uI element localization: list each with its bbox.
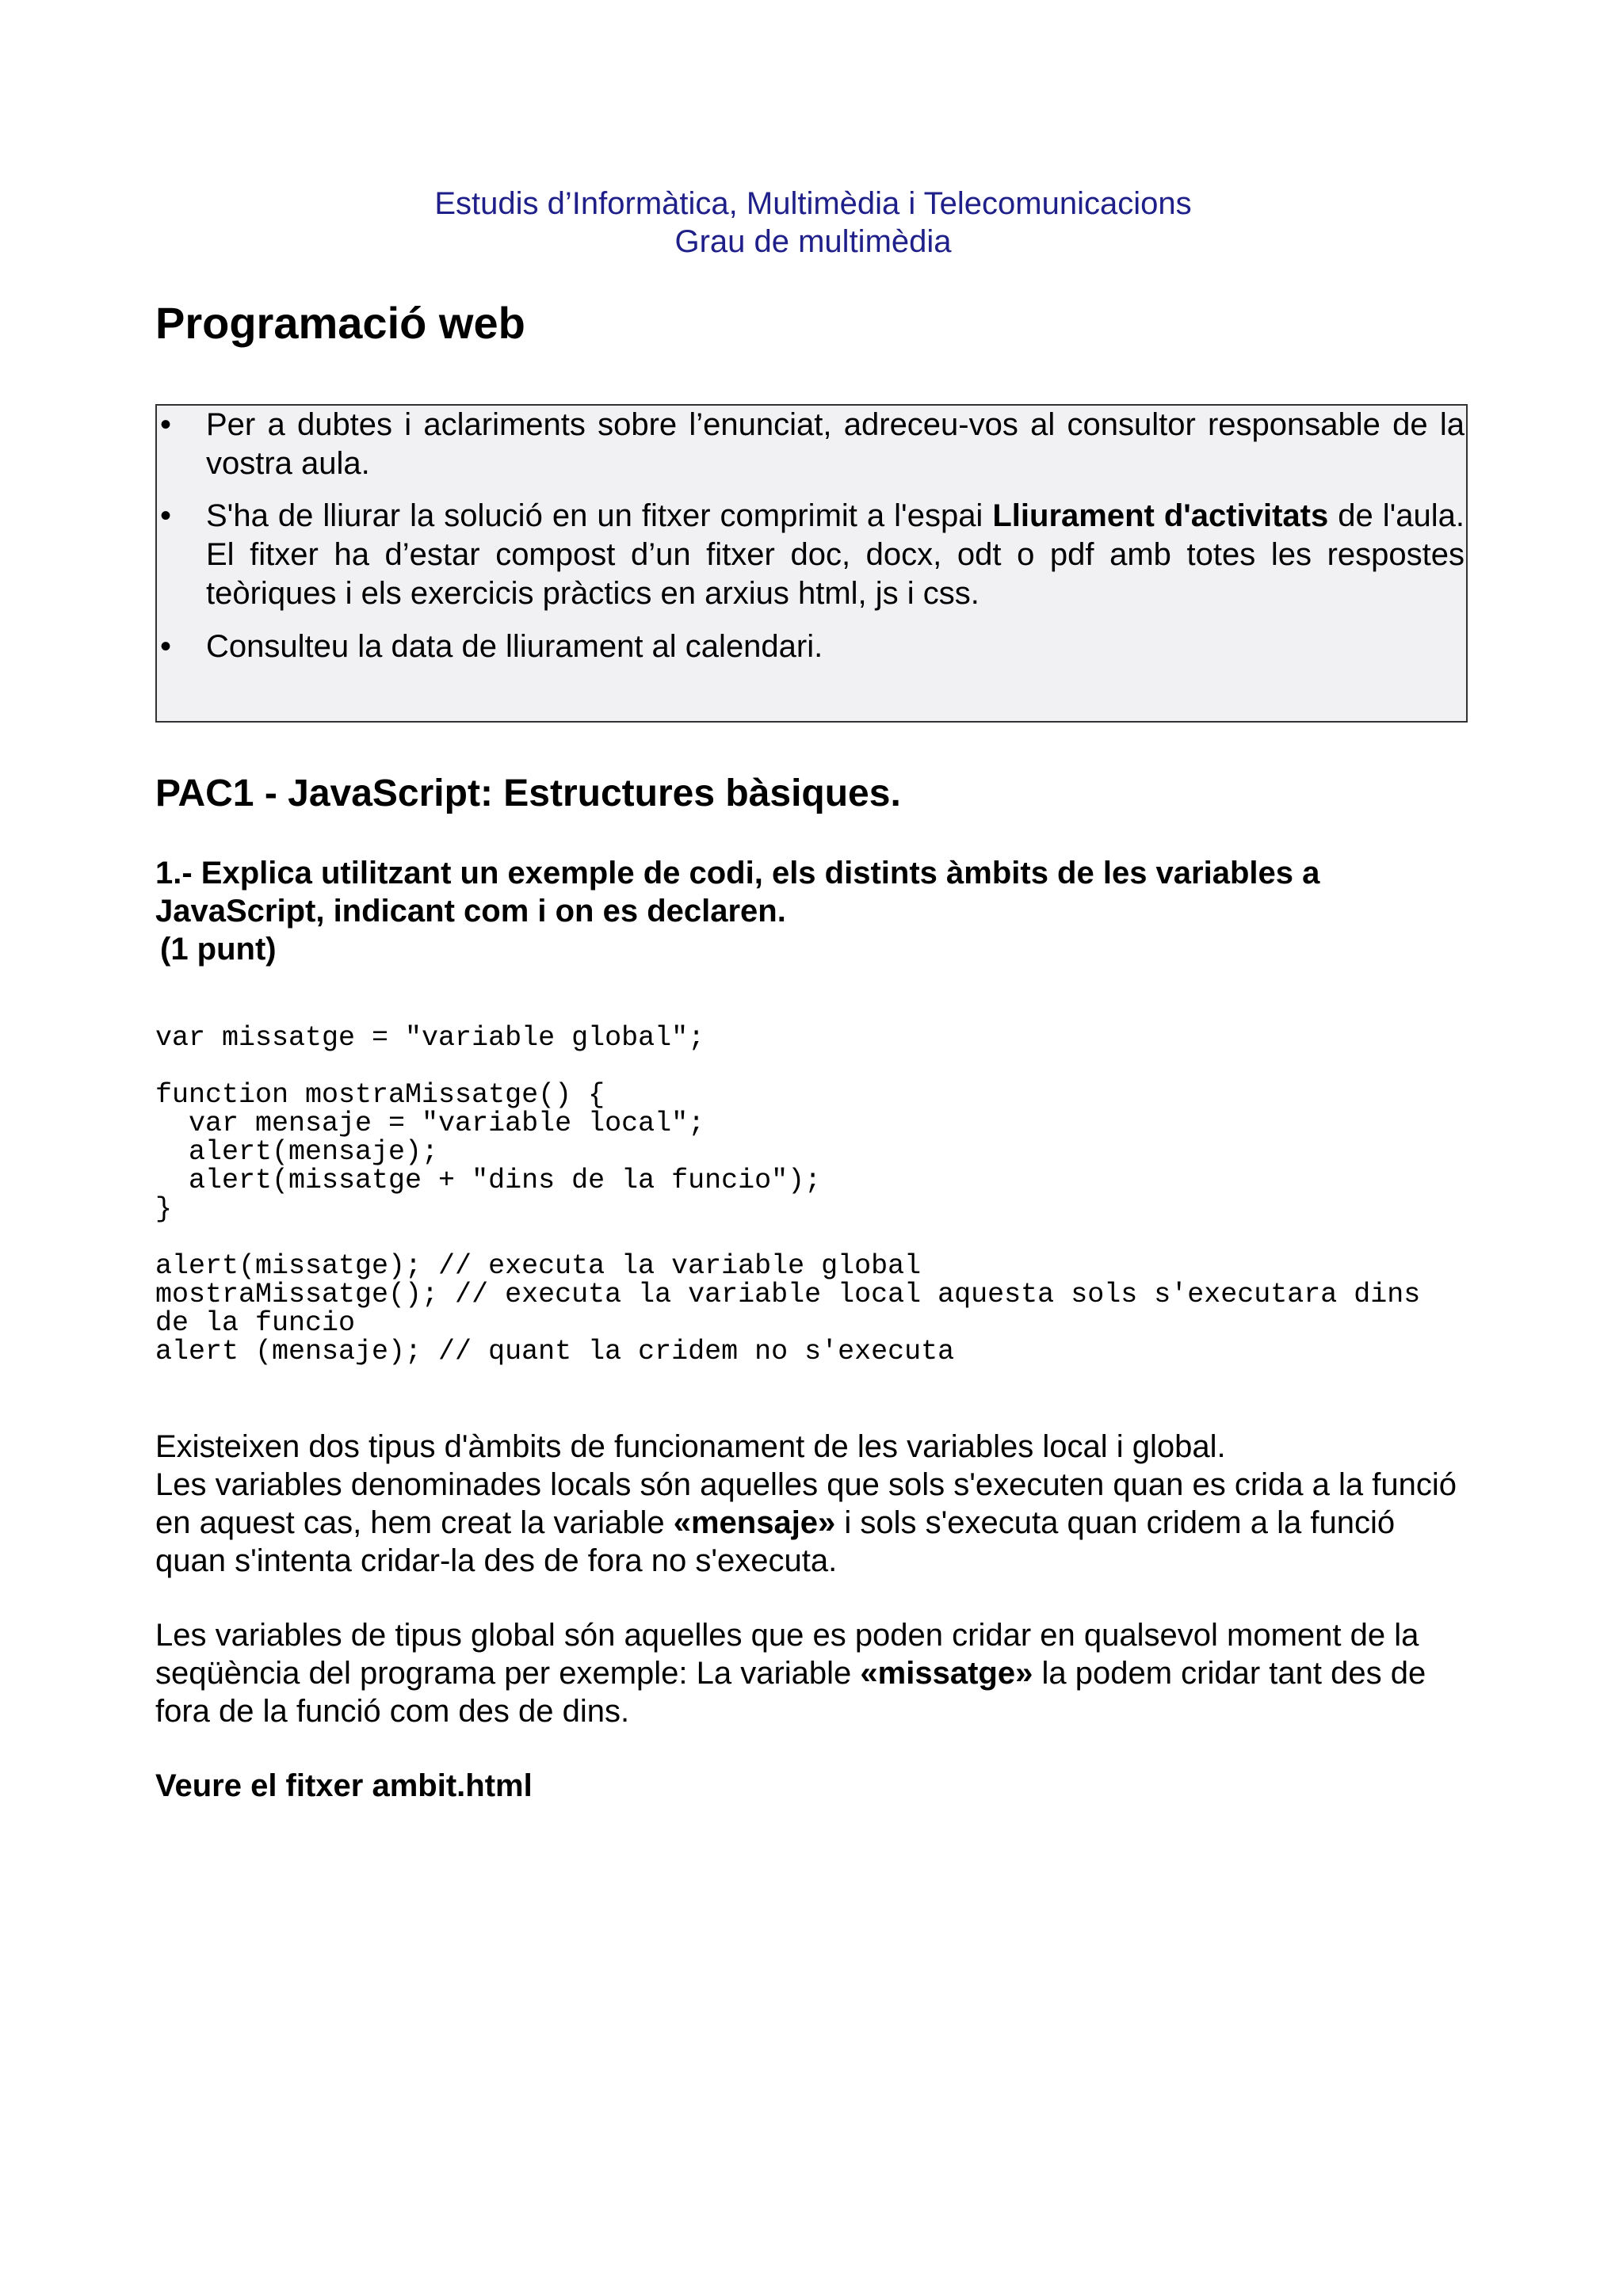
instruction-text bbox=[206, 497, 1465, 613]
explanation-text: la podem cridar tant des de fora de la funció com des de dins. bbox=[155, 1656, 1426, 1729]
institution-name: Estudis d’Informàtica, Multimèdia i Telecomunicacions bbox=[434, 186, 1192, 221]
instruction-text: Per a dubtes i aclariments sobre l’enunciat, adreceu-vos al consultor responsable de la vostra aula. bbox=[206, 407, 1465, 481]
delivery-space-name: Lliurament d'activitats bbox=[992, 498, 1329, 533]
question-text: 1.- Explica utilitzant un exemple de codi, els distints àmbits de les variables a JavaScript, indicant com i on es declaren. bbox=[155, 856, 1320, 929]
explanation-text: i sols s'executa quan cridem a la funció quan s'intenta cridar-la des de fora no s'executa. bbox=[155, 1505, 1396, 1578]
local-variable-name: «mensaje» bbox=[673, 1505, 836, 1540]
degree-name: Grau de multimèdia bbox=[674, 224, 952, 259]
bullet-icon: • bbox=[160, 629, 172, 664]
bullet-icon: • bbox=[160, 407, 172, 442]
course-title: Programació web bbox=[155, 298, 525, 348]
explanation-paragraph-1 bbox=[155, 1428, 1471, 1580]
instruction-text-part: de l'aula. El fitxer ha d’estar compost d’un fitxer doc, docx, odt o pdf amb totes les respostes teòriques i els exercicis pràctics en arxius html, js i css. bbox=[206, 498, 1465, 611]
instruction-text-part: S'ha de lliurar la solució en un fitxer comprimit a l'espai bbox=[206, 498, 993, 533]
explanation-line: Existeixen dos tipus d'àmbits de funcionament de les variables local i global. bbox=[155, 1429, 1226, 1464]
explanation-paragraph-2 bbox=[155, 1616, 1471, 1730]
question-1 bbox=[155, 854, 1471, 968]
file-reference: Veure el fitxer ambit.html bbox=[155, 1768, 533, 1803]
explanation-text: Les variables de tipus global són aquelles que es poden cridar en qualsevol moment de la seqüència del programa per exemple: La variable bbox=[155, 1618, 1419, 1691]
global-variable-name: «missatge» bbox=[860, 1656, 1033, 1691]
assignment-title: PAC1 - JavaScript: Estructures bàsiques. bbox=[155, 772, 901, 814]
instruction-text: Consulteu la data de lliurament al calendari. bbox=[206, 629, 823, 664]
question-points: (1 punt) bbox=[160, 932, 277, 967]
bullet-icon: • bbox=[160, 498, 172, 533]
code-example: var missatge = "variable global"; function mostraMissatge() { var mensaje = "variable local"; alert(mensaje); alert(missatge + "dins de la funcio"); } alert(missatge); // executa la variable global mostraMissatge(); // executa la variable local aquesta sols s'executara dins de la funcio alert (mensaje); // quant la cridem no s'executa bbox=[155, 1022, 1421, 1367]
instructions-box bbox=[155, 404, 1468, 723]
explanation-text: Les variables denominades locals són aquelles que sols s'executen quan es crida a la funció en aquest cas, hem creat la variable bbox=[155, 1467, 1457, 1540]
